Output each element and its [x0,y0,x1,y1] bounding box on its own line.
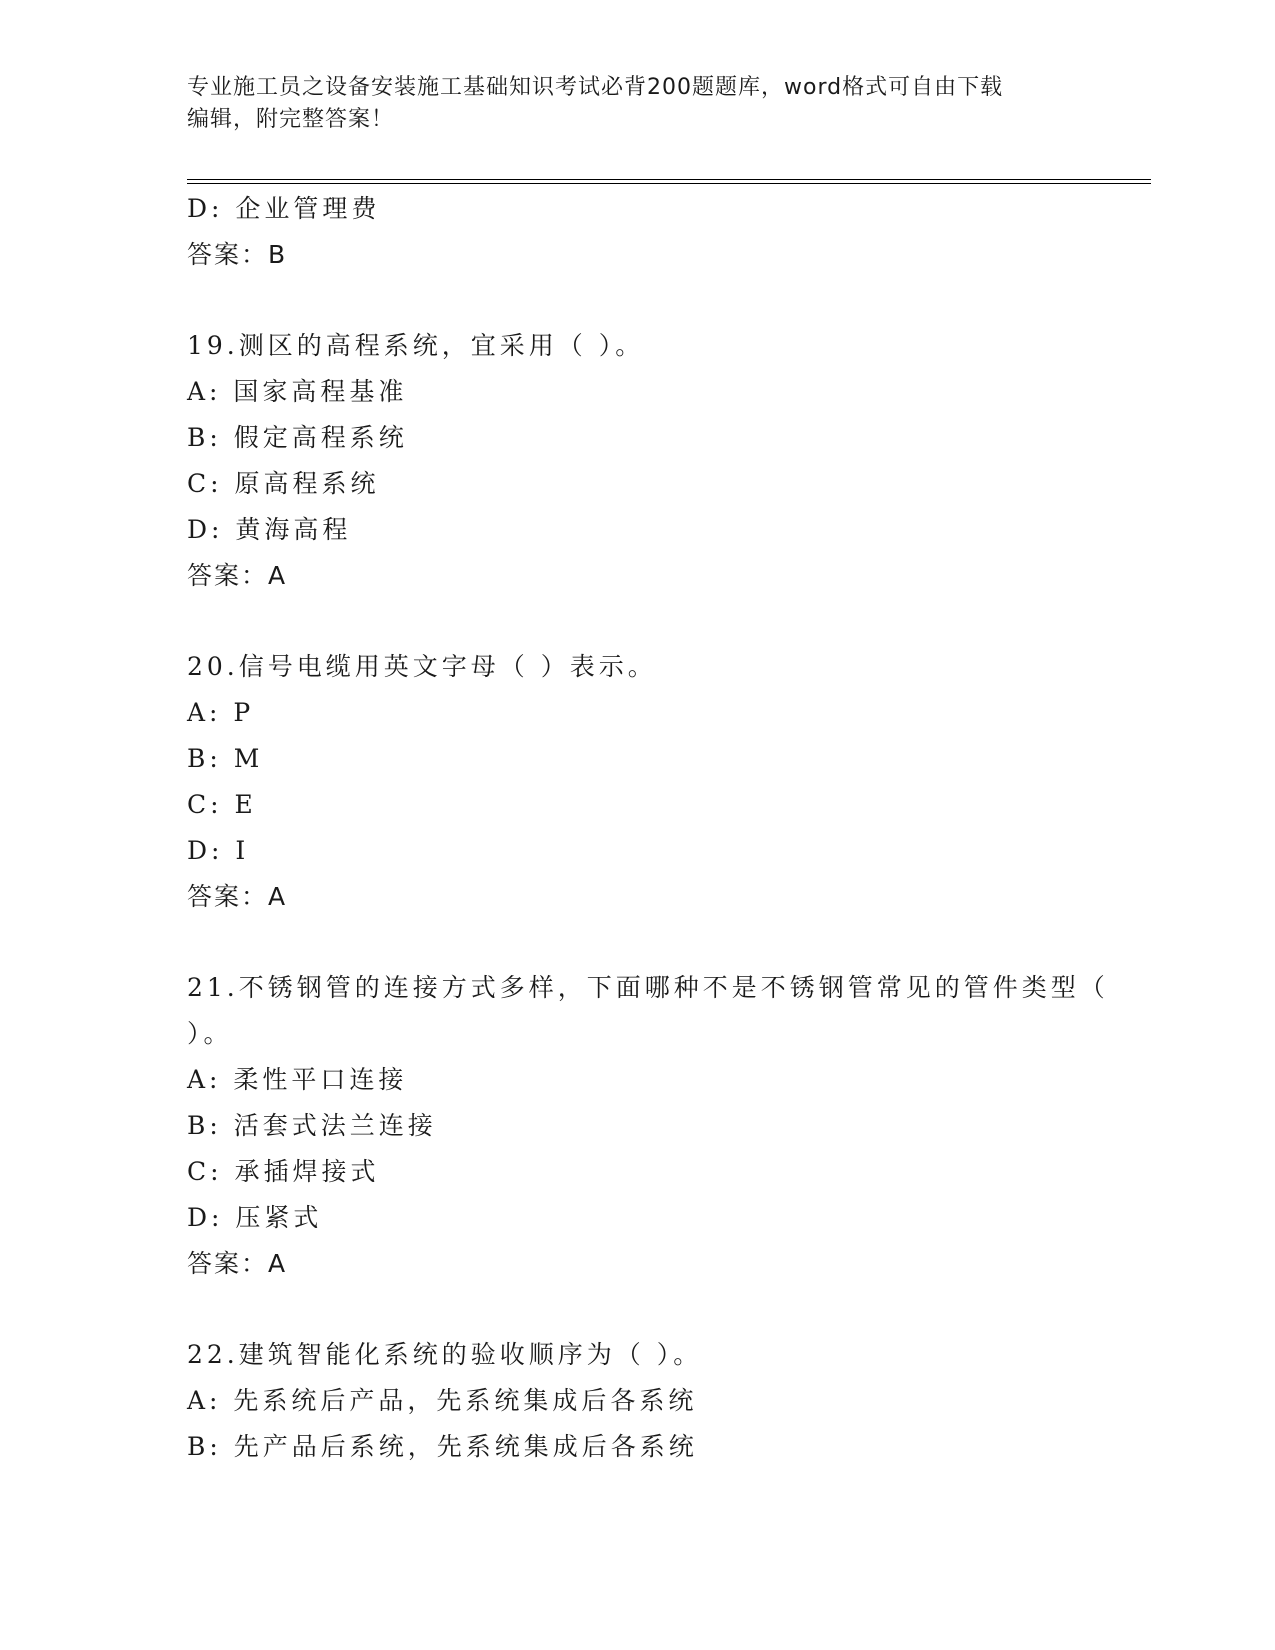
answer: 答案：B [187,240,288,269]
header-divider-top [187,179,1151,180]
option-a: A: 柔性平口连接 [187,1065,408,1094]
question-fragment-18 [187,186,1117,278]
question-19 [187,323,1117,599]
header-line-1: 专业施工员之设备安装施工基础知识考试必背200题题库，word格式可自由下载 [187,75,1004,100]
document-header [187,72,1087,136]
option-b: B: 假定高程系统 [187,423,408,452]
option-b: B: 活套式法兰连接 [187,1111,437,1140]
header-line-2: 编辑，附完整答案！ [187,107,395,132]
answer: 答案：A [187,1249,288,1278]
option-b: B: M [187,744,264,773]
question-stem: 22.建筑智能化系统的验收顺序为（ ）。 [187,1340,703,1369]
option-c: C: 原高程系统 [187,469,380,498]
header-divider-bottom [187,183,1151,184]
question-stem: 20.信号电缆用英文字母（ ）表示。 [187,652,657,681]
option-a: A: P [187,698,255,727]
question-21 [187,965,1117,1287]
question-stem: 21.不锈钢管的连接方式多样，下面哪种不是不锈钢管常见的管件类型（ ）。 [187,973,1109,1048]
question-list [187,186,1117,1470]
option-c: C: 承插焊接式 [187,1157,380,1186]
option-c: C: E [187,790,257,819]
option-b: B: 先产品后系统，先系统集成后各系统 [187,1432,698,1461]
option-a: A: 先系统后产品，先系统集成后各系统 [187,1386,698,1415]
option-d: D: 黄海高程 [187,515,352,544]
question-stem: 19.测区的高程系统，宜采用（ ）。 [187,331,645,360]
option-a: A: 国家高程基准 [187,377,408,406]
answer: 答案：A [187,561,288,590]
option-d: D: 压紧式 [187,1203,323,1232]
question-22 [187,1332,1117,1470]
option-d: D: I [187,836,250,865]
option-d: D: 企业管理费 [187,194,381,223]
answer: 答案：A [187,882,288,911]
question-20 [187,644,1117,920]
